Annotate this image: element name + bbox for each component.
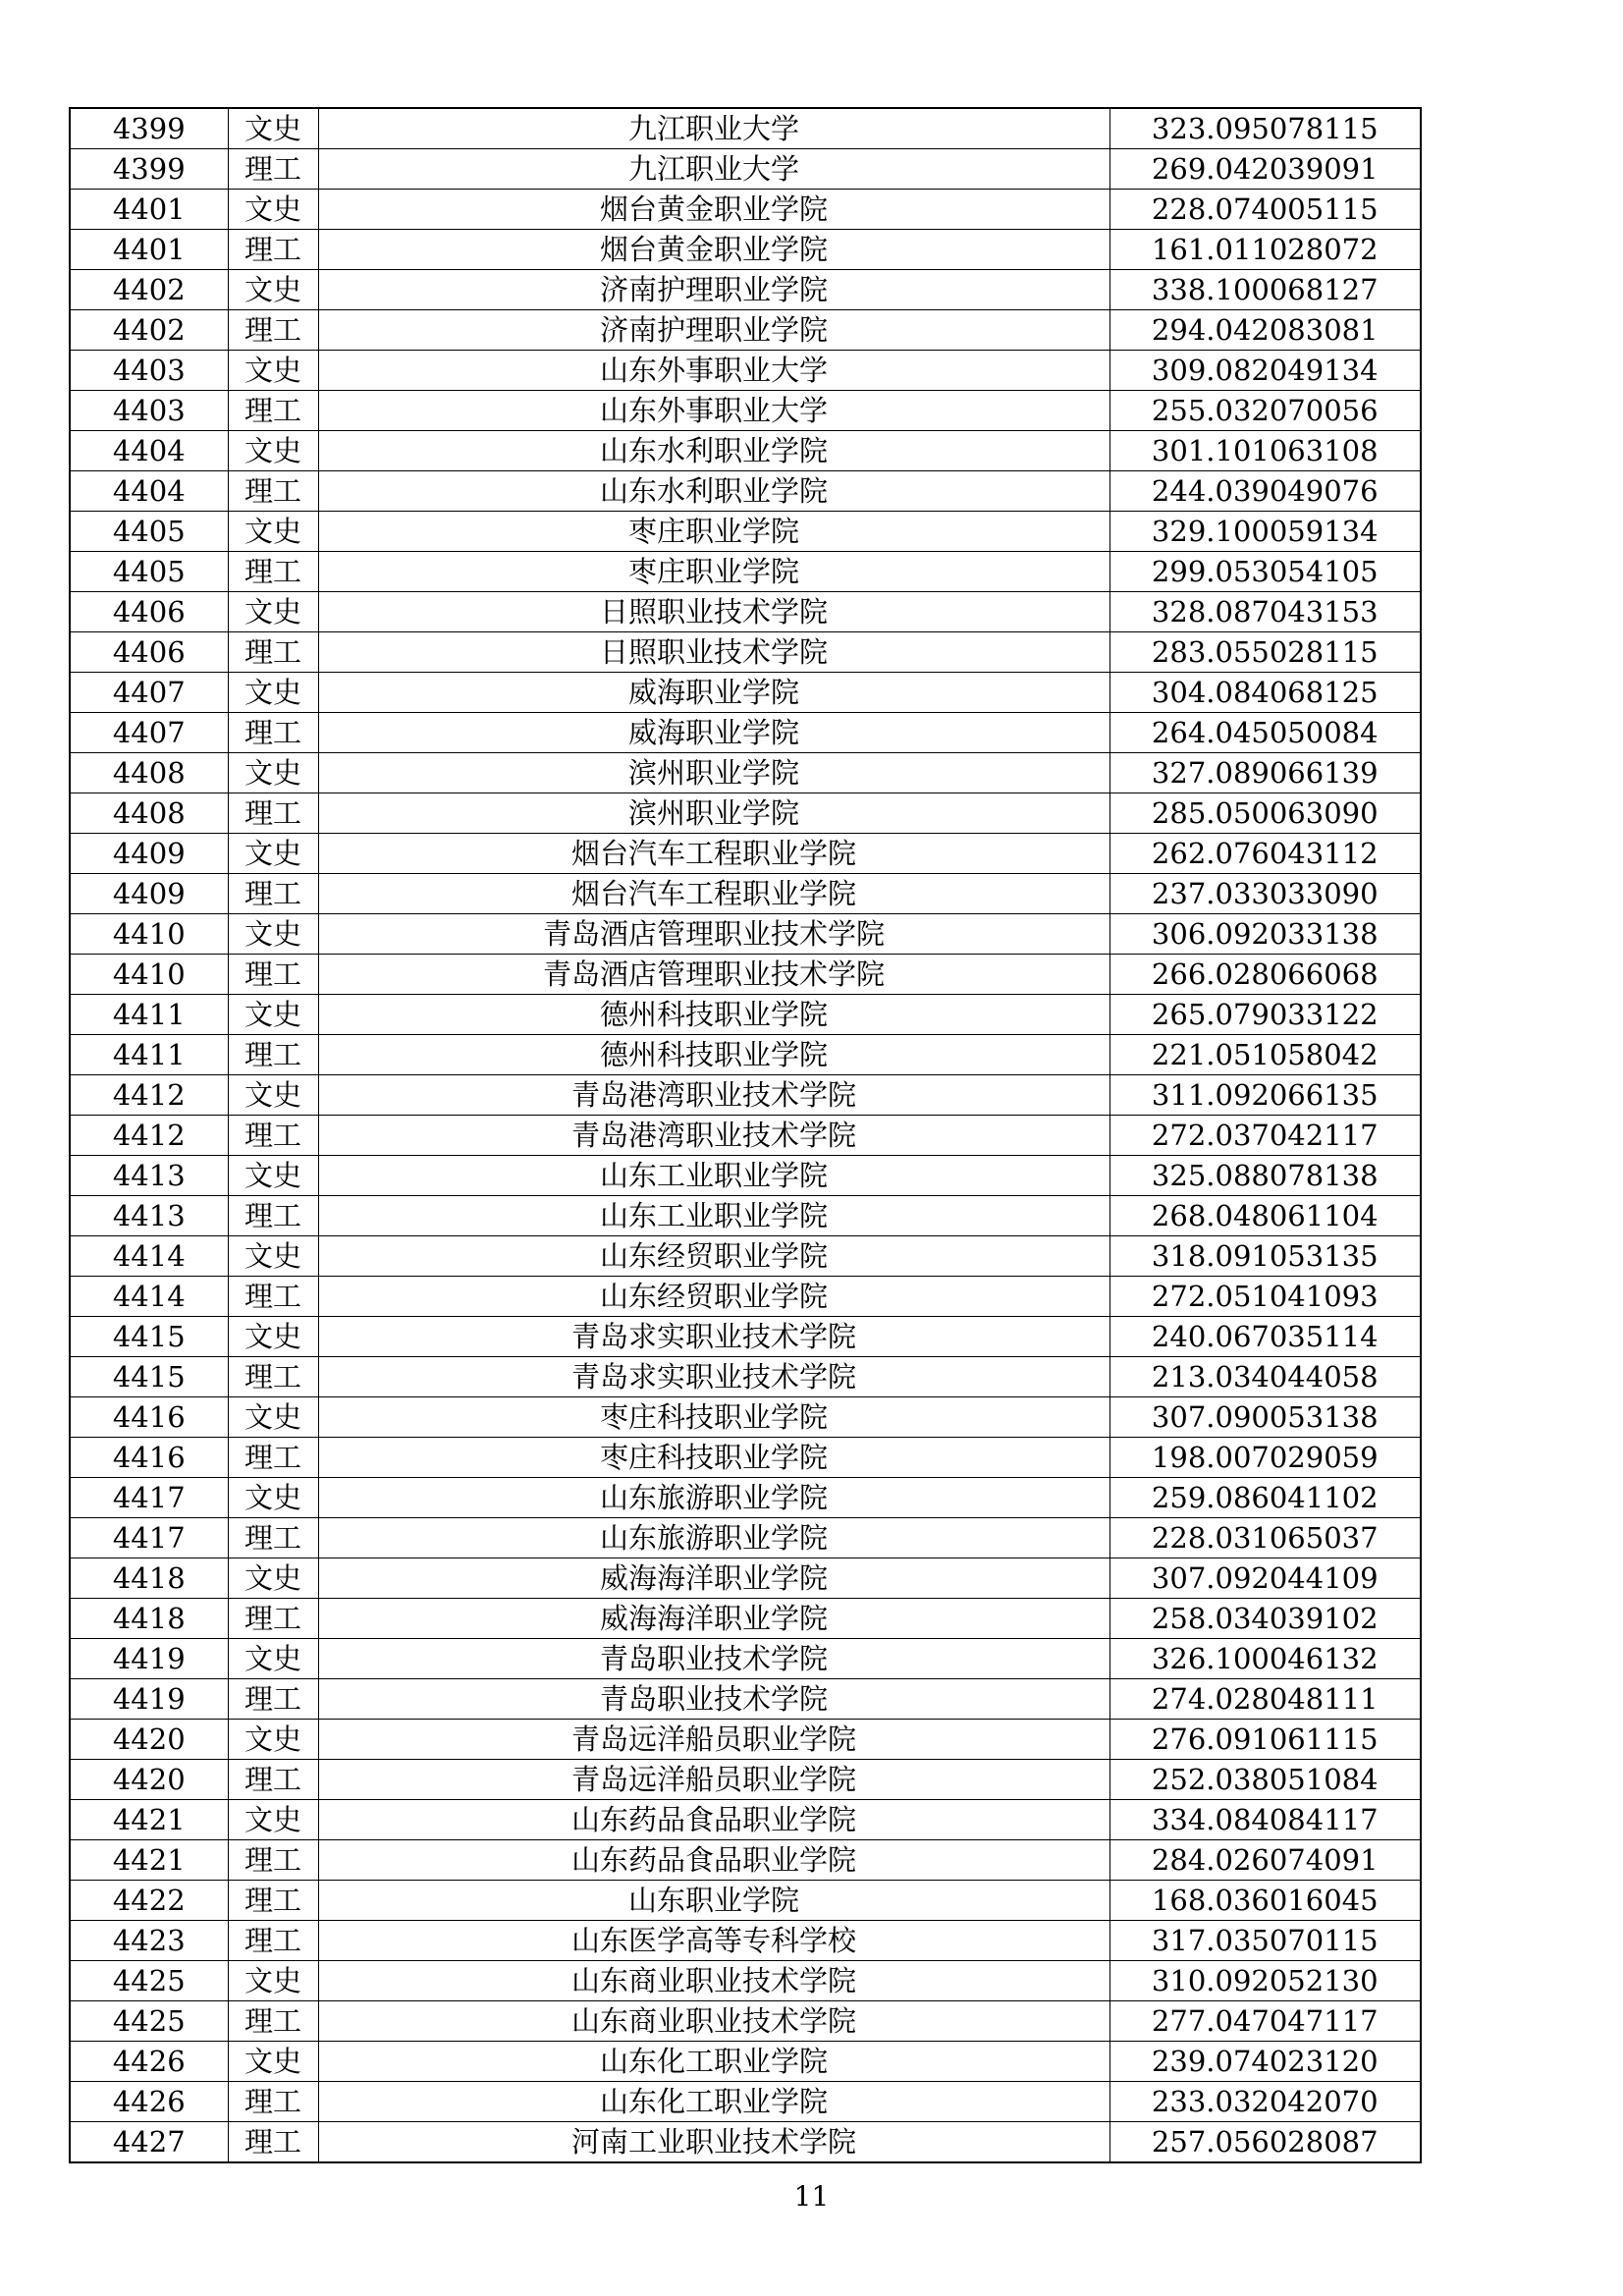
score-cell: 255.032070056 [1109,391,1421,431]
subject-type-cell: 理工 [228,1599,318,1639]
table-row [70,995,1421,1035]
school-code-cell: 4403 [70,391,228,431]
school-code-cell: 4417 [70,1518,228,1558]
school-code-cell: 4402 [70,270,228,310]
school-name-cell: 威海海洋职业学院 [318,1599,1109,1639]
school-code-cell: 4413 [70,1196,228,1236]
table-row [70,230,1421,270]
school-name-cell: 德州科技职业学院 [318,995,1109,1035]
table-row [70,1357,1421,1397]
school-code-cell: 4412 [70,1075,228,1116]
school-name-cell: 河南工业职业技术学院 [318,2122,1109,2163]
subject-type-cell: 理工 [228,955,318,995]
subject-type-cell: 理工 [228,552,318,592]
subject-type-cell: 理工 [228,2001,318,2042]
subject-type-cell: 理工 [228,1840,318,1881]
score-cell: 240.067035114 [1109,1317,1421,1357]
school-code-cell: 4402 [70,310,228,351]
table-row [70,2082,1421,2122]
score-cell: 266.028066068 [1109,955,1421,995]
school-code-cell: 4418 [70,1599,228,1639]
score-cell: 318.091053135 [1109,1236,1421,1277]
school-code-cell: 4426 [70,2082,228,2122]
score-cell: 244.039049076 [1109,471,1421,512]
subject-type-cell: 理工 [228,1921,318,1961]
school-name-cell: 九江职业大学 [318,149,1109,190]
school-name-cell: 滨州职业学院 [318,753,1109,793]
subject-type-cell: 理工 [228,310,318,351]
score-cell: 284.026074091 [1109,1840,1421,1881]
table-row [70,753,1421,793]
score-cell: 239.074023120 [1109,2042,1421,2082]
school-name-cell: 青岛远洋船员职业学院 [318,1760,1109,1800]
table-row [70,149,1421,190]
table-row [70,1277,1421,1317]
table-row [70,108,1421,149]
subject-type-cell: 文史 [228,1961,318,2001]
school-name-cell: 青岛港湾职业技术学院 [318,1075,1109,1116]
subject-type-cell: 文史 [228,351,318,391]
table-row [70,1116,1421,1156]
school-code-cell: 4422 [70,1881,228,1921]
subject-type-cell: 文史 [228,914,318,955]
school-code-cell: 4403 [70,351,228,391]
score-cell: 327.089066139 [1109,753,1421,793]
school-code-cell: 4423 [70,1921,228,1961]
school-name-cell: 德州科技职业学院 [318,1035,1109,1075]
school-name-cell: 山东外事职业大学 [318,351,1109,391]
score-cell: 325.088078138 [1109,1156,1421,1196]
school-name-cell: 山东工业职业学院 [318,1196,1109,1236]
table-row [70,1599,1421,1639]
score-cell: 276.091061115 [1109,1720,1421,1760]
table-row [70,471,1421,512]
admission-score-table [69,107,1422,2163]
score-cell: 265.079033122 [1109,995,1421,1035]
table-row [70,1679,1421,1720]
table-row [70,1760,1421,1800]
school-code-cell: 4410 [70,955,228,995]
subject-type-cell: 文史 [228,1639,318,1679]
school-name-cell: 山东职业学院 [318,1881,1109,1921]
score-cell: 310.092052130 [1109,1961,1421,2001]
subject-type-cell: 理工 [228,1035,318,1075]
table-row [70,2001,1421,2042]
school-code-cell: 4425 [70,2001,228,2042]
school-name-cell: 青岛酒店管理职业技术学院 [318,955,1109,995]
school-code-cell: 4406 [70,592,228,632]
score-cell: 326.100046132 [1109,1639,1421,1679]
subject-type-cell: 文史 [228,1800,318,1840]
school-code-cell: 4419 [70,1639,228,1679]
subject-type-cell: 理工 [228,713,318,753]
table-row [70,1196,1421,1236]
table-row [70,190,1421,230]
school-name-cell: 日照职业技术学院 [318,632,1109,673]
subject-type-cell: 理工 [228,1277,318,1317]
school-code-cell: 4407 [70,713,228,753]
table-body [70,108,1421,2162]
score-cell: 309.082049134 [1109,351,1421,391]
school-code-cell: 4419 [70,1679,228,1720]
school-code-cell: 4421 [70,1800,228,1840]
subject-type-cell: 理工 [228,632,318,673]
subject-type-cell: 理工 [228,1881,318,1921]
table-row [70,1518,1421,1558]
school-code-cell: 4415 [70,1317,228,1357]
school-code-cell: 4399 [70,108,228,149]
school-name-cell: 青岛酒店管理职业技术学院 [318,914,1109,955]
table-row [70,1840,1421,1881]
table-row [70,1720,1421,1760]
school-code-cell: 4404 [70,471,228,512]
school-name-cell: 山东药品食品职业学院 [318,1840,1109,1881]
school-code-cell: 4427 [70,2122,228,2163]
table-row [70,2122,1421,2163]
score-cell: 198.007029059 [1109,1438,1421,1478]
school-code-cell: 4415 [70,1357,228,1397]
score-cell: 268.048061104 [1109,1196,1421,1236]
table-row [70,874,1421,914]
score-cell: 228.074005115 [1109,190,1421,230]
subject-type-cell: 文史 [228,1478,318,1518]
school-name-cell: 烟台汽车工程职业学院 [318,874,1109,914]
school-code-cell: 4420 [70,1720,228,1760]
score-cell: 307.092044109 [1109,1558,1421,1599]
subject-type-cell: 理工 [228,1196,318,1236]
school-name-cell: 山东化工职业学院 [318,2082,1109,2122]
subject-type-cell: 理工 [228,2122,318,2163]
school-name-cell: 山东商业职业技术学院 [318,2001,1109,2042]
school-name-cell: 滨州职业学院 [318,793,1109,834]
table-row [70,1236,1421,1277]
subject-type-cell: 理工 [228,1679,318,1720]
score-cell: 262.076043112 [1109,834,1421,874]
school-name-cell: 威海职业学院 [318,673,1109,713]
subject-type-cell: 理工 [228,471,318,512]
table-row [70,552,1421,592]
school-name-cell: 枣庄职业学院 [318,552,1109,592]
school-code-cell: 4409 [70,874,228,914]
school-name-cell: 青岛求实职业技术学院 [318,1317,1109,1357]
school-code-cell: 4416 [70,1397,228,1438]
subject-type-cell: 文史 [228,753,318,793]
school-name-cell: 山东医学高等专科学校 [318,1921,1109,1961]
school-name-cell: 山东水利职业学院 [318,431,1109,471]
table-row [70,1397,1421,1438]
table-row [70,955,1421,995]
school-name-cell: 山东商业职业技术学院 [318,1961,1109,2001]
score-cell: 258.034039102 [1109,1599,1421,1639]
score-cell: 334.084084117 [1109,1800,1421,1840]
score-cell: 213.034044058 [1109,1357,1421,1397]
table-row [70,351,1421,391]
score-cell: 285.050063090 [1109,793,1421,834]
subject-type-cell: 文史 [228,673,318,713]
table-row [70,1156,1421,1196]
subject-type-cell: 理工 [228,1357,318,1397]
score-cell: 306.092033138 [1109,914,1421,955]
school-code-cell: 4401 [70,230,228,270]
school-name-cell: 济南护理职业学院 [318,270,1109,310]
table-row [70,1639,1421,1679]
school-code-cell: 4399 [70,149,228,190]
school-name-cell: 山东水利职业学院 [318,471,1109,512]
score-cell: 307.090053138 [1109,1397,1421,1438]
score-cell: 311.092066135 [1109,1075,1421,1116]
score-cell: 328.087043153 [1109,592,1421,632]
table-row [70,1075,1421,1116]
score-cell: 233.032042070 [1109,2082,1421,2122]
subject-type-cell: 文史 [228,1075,318,1116]
school-code-cell: 4406 [70,632,228,673]
score-cell: 252.038051084 [1109,1760,1421,1800]
score-cell: 329.100059134 [1109,512,1421,552]
table-row [70,632,1421,673]
subject-type-cell: 文史 [228,995,318,1035]
table-row [70,1921,1421,1961]
school-name-cell: 山东旅游职业学院 [318,1518,1109,1558]
subject-type-cell: 文史 [228,190,318,230]
school-name-cell: 青岛求实职业技术学院 [318,1357,1109,1397]
school-code-cell: 4412 [70,1116,228,1156]
score-cell: 257.056028087 [1109,2122,1421,2163]
table-row [70,431,1421,471]
school-name-cell: 日照职业技术学院 [318,592,1109,632]
score-cell: 274.028048111 [1109,1679,1421,1720]
subject-type-cell: 理工 [228,149,318,190]
school-code-cell: 4401 [70,190,228,230]
school-name-cell: 山东药品食品职业学院 [318,1800,1109,1840]
score-cell: 323.095078115 [1109,108,1421,149]
school-code-cell: 4408 [70,793,228,834]
school-code-cell: 4416 [70,1438,228,1478]
page-number: 11 [793,2180,830,2213]
school-code-cell: 4414 [70,1277,228,1317]
school-name-cell: 山东化工职业学院 [318,2042,1109,2082]
school-name-cell: 青岛职业技术学院 [318,1639,1109,1679]
subject-type-cell: 文史 [228,512,318,552]
subject-type-cell: 理工 [228,793,318,834]
score-cell: 264.045050084 [1109,713,1421,753]
subject-type-cell: 文史 [228,592,318,632]
subject-type-cell: 理工 [228,1518,318,1558]
score-cell: 161.011028072 [1109,230,1421,270]
school-name-cell: 青岛远洋船员职业学院 [318,1720,1109,1760]
table-row [70,512,1421,552]
school-code-cell: 4408 [70,753,228,793]
subject-type-cell: 理工 [228,2082,318,2122]
score-cell: 221.051058042 [1109,1035,1421,1075]
subject-type-cell: 文史 [228,1397,318,1438]
school-name-cell: 青岛职业技术学院 [318,1679,1109,1720]
school-code-cell: 4410 [70,914,228,955]
table-row [70,1881,1421,1921]
subject-type-cell: 理工 [228,1438,318,1478]
table-row [70,592,1421,632]
school-name-cell: 山东经贸职业学院 [318,1236,1109,1277]
score-cell: 272.051041093 [1109,1277,1421,1317]
score-cell: 272.037042117 [1109,1116,1421,1156]
table-row [70,834,1421,874]
subject-type-cell: 文史 [228,270,318,310]
score-cell: 168.036016045 [1109,1881,1421,1921]
school-code-cell: 4404 [70,431,228,471]
table-row [70,1317,1421,1357]
score-cell: 317.035070115 [1109,1921,1421,1961]
school-code-cell: 4405 [70,512,228,552]
subject-type-cell: 文史 [228,431,318,471]
school-code-cell: 4421 [70,1840,228,1881]
school-name-cell: 山东外事职业大学 [318,391,1109,431]
table-row [70,270,1421,310]
table-row [70,914,1421,955]
school-code-cell: 4411 [70,1035,228,1075]
school-code-cell: 4413 [70,1156,228,1196]
score-cell: 301.101063108 [1109,431,1421,471]
school-code-cell: 4414 [70,1236,228,1277]
school-code-cell: 4407 [70,673,228,713]
score-cell: 294.042083081 [1109,310,1421,351]
school-code-cell: 4426 [70,2042,228,2082]
table-row [70,1558,1421,1599]
subject-type-cell: 文史 [228,1720,318,1760]
subject-type-cell: 理工 [228,230,318,270]
subject-type-cell: 文史 [228,2042,318,2082]
school-name-cell: 青岛港湾职业技术学院 [318,1116,1109,1156]
table-row [70,1035,1421,1075]
table-row [70,310,1421,351]
school-name-cell: 枣庄科技职业学院 [318,1397,1109,1438]
school-code-cell: 4411 [70,995,228,1035]
table-row [70,713,1421,753]
score-cell: 259.086041102 [1109,1478,1421,1518]
score-cell: 228.031065037 [1109,1518,1421,1558]
table-row [70,673,1421,713]
score-cell: 283.055028115 [1109,632,1421,673]
table-row [70,1800,1421,1840]
subject-type-cell: 文史 [228,834,318,874]
table-row [70,793,1421,834]
subject-type-cell: 文史 [228,1156,318,1196]
table-row [70,391,1421,431]
table-row [70,2042,1421,2082]
score-cell: 304.084068125 [1109,673,1421,713]
score-cell: 237.033033090 [1109,874,1421,914]
score-cell: 277.047047117 [1109,2001,1421,2042]
subject-type-cell: 文史 [228,1558,318,1599]
school-name-cell: 威海职业学院 [318,713,1109,753]
school-name-cell: 山东经贸职业学院 [318,1277,1109,1317]
subject-type-cell: 文史 [228,108,318,149]
table-row [70,1961,1421,2001]
school-code-cell: 4405 [70,552,228,592]
school-code-cell: 4420 [70,1760,228,1800]
subject-type-cell: 理工 [228,1760,318,1800]
school-name-cell: 烟台黄金职业学院 [318,190,1109,230]
subject-type-cell: 理工 [228,874,318,914]
school-name-cell: 九江职业大学 [318,108,1109,149]
school-name-cell: 枣庄科技职业学院 [318,1438,1109,1478]
school-name-cell: 烟台黄金职业学院 [318,230,1109,270]
score-cell: 338.100068127 [1109,270,1421,310]
subject-type-cell: 理工 [228,391,318,431]
score-cell: 269.042039091 [1109,149,1421,190]
school-name-cell: 济南护理职业学院 [318,310,1109,351]
table-row [70,1478,1421,1518]
score-cell: 299.053054105 [1109,552,1421,592]
school-name-cell: 山东工业职业学院 [318,1156,1109,1196]
subject-type-cell: 理工 [228,1116,318,1156]
school-code-cell: 4425 [70,1961,228,2001]
subject-type-cell: 文史 [228,1236,318,1277]
school-code-cell: 4417 [70,1478,228,1518]
school-name-cell: 烟台汽车工程职业学院 [318,834,1109,874]
table-row [70,1438,1421,1478]
school-code-cell: 4418 [70,1558,228,1599]
school-name-cell: 枣庄职业学院 [318,512,1109,552]
school-name-cell: 山东旅游职业学院 [318,1478,1109,1518]
subject-type-cell: 文史 [228,1317,318,1357]
school-code-cell: 4409 [70,834,228,874]
school-name-cell: 威海海洋职业学院 [318,1558,1109,1599]
